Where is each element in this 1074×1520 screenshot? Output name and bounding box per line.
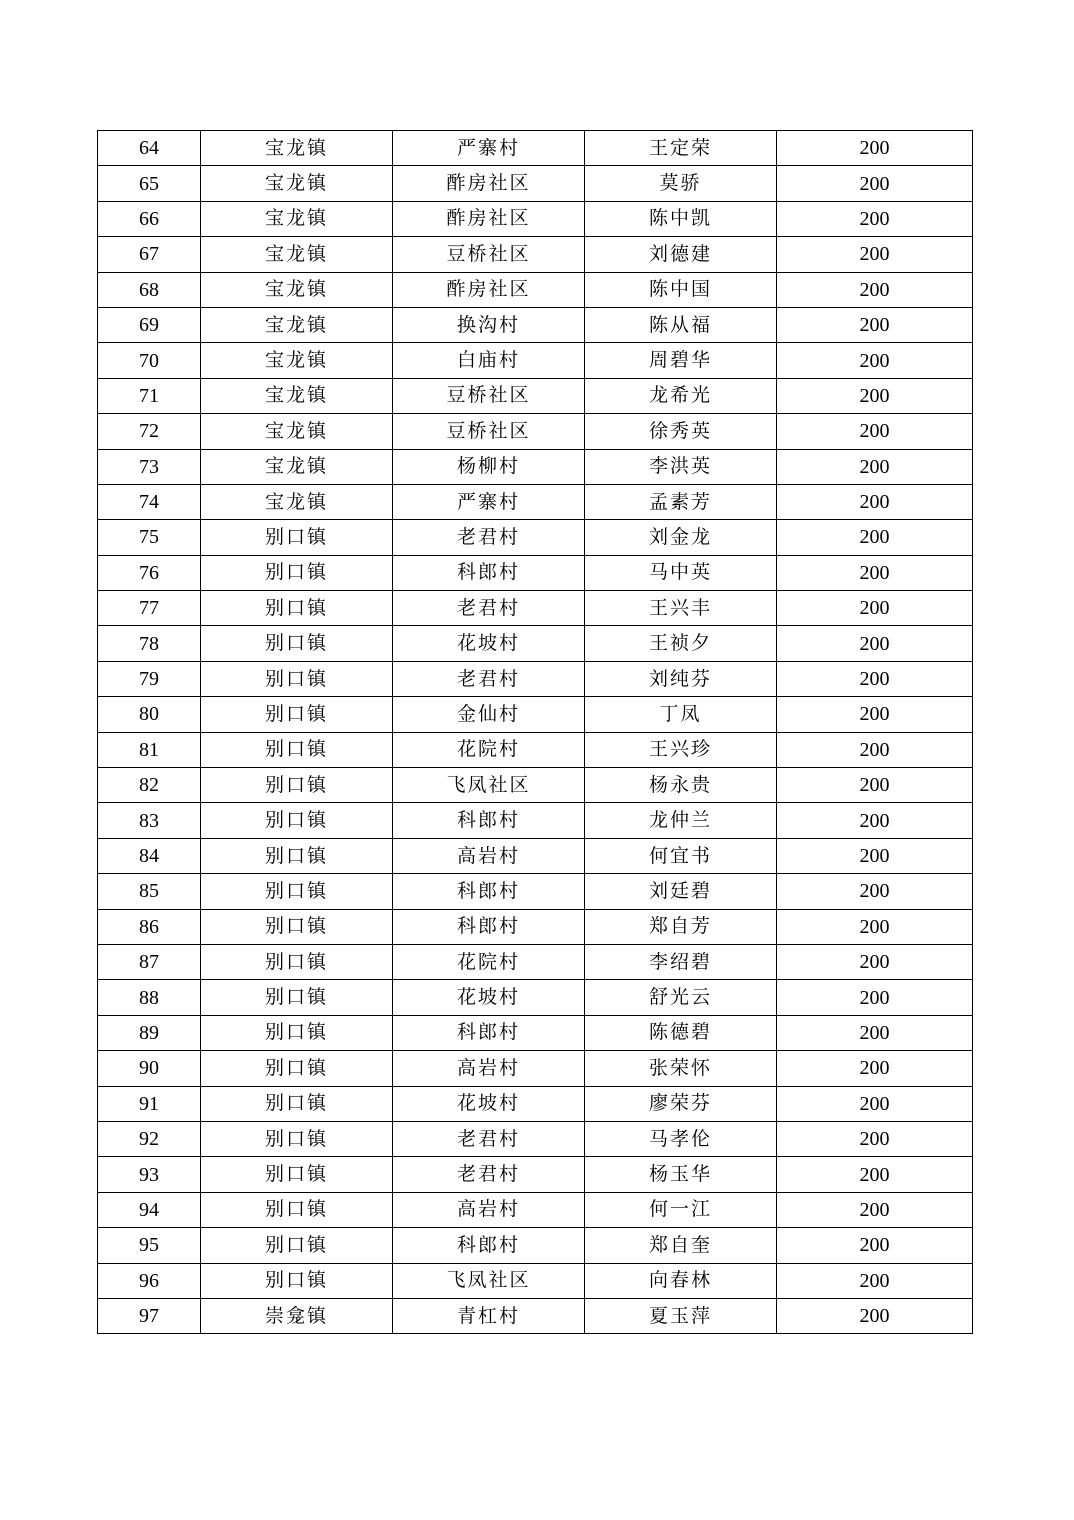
cell-serial-number: 67 <box>98 237 201 272</box>
cell-amount: 200 <box>777 768 973 803</box>
cell-amount: 200 <box>777 1157 973 1192</box>
cell-town: 宝龙镇 <box>201 343 393 378</box>
cell-village: 科郎村 <box>393 1015 585 1050</box>
table-row <box>98 378 973 413</box>
cell-town: 别口镇 <box>201 1015 393 1050</box>
table-row <box>98 1157 973 1192</box>
cell-person-name: 李绍碧 <box>585 944 777 979</box>
table-row <box>98 166 973 201</box>
table-row <box>98 201 973 236</box>
cell-village: 白庙村 <box>393 343 585 378</box>
cell-serial-number: 92 <box>98 1121 201 1156</box>
table-row <box>98 555 973 590</box>
cell-amount: 200 <box>777 874 973 909</box>
cell-village: 金仙村 <box>393 697 585 732</box>
table-row <box>98 803 973 838</box>
table-row <box>98 697 973 732</box>
cell-amount: 200 <box>777 1228 973 1263</box>
cell-serial-number: 73 <box>98 449 201 484</box>
cell-person-name: 何宜书 <box>585 838 777 873</box>
cell-serial-number: 90 <box>98 1051 201 1086</box>
cell-village: 科郎村 <box>393 555 585 590</box>
table-row <box>98 484 973 519</box>
table-row <box>98 1192 973 1227</box>
cell-amount: 200 <box>777 1086 973 1121</box>
cell-town: 宝龙镇 <box>201 484 393 519</box>
table-row <box>98 1015 973 1050</box>
table-row <box>98 343 973 378</box>
cell-person-name: 陈中凯 <box>585 201 777 236</box>
cell-town: 别口镇 <box>201 874 393 909</box>
cell-serial-number: 78 <box>98 626 201 661</box>
table-row <box>98 449 973 484</box>
cell-town: 别口镇 <box>201 909 393 944</box>
cell-serial-number: 79 <box>98 661 201 696</box>
cell-amount: 200 <box>777 1192 973 1227</box>
cell-serial-number: 70 <box>98 343 201 378</box>
cell-amount: 200 <box>777 838 973 873</box>
cell-person-name: 杨玉华 <box>585 1157 777 1192</box>
cell-amount: 200 <box>777 909 973 944</box>
cell-village: 严寨村 <box>393 131 585 166</box>
roster-table-body <box>98 131 973 1334</box>
cell-village: 高岩村 <box>393 1192 585 1227</box>
cell-town: 宝龙镇 <box>201 272 393 307</box>
cell-person-name: 杨永贵 <box>585 768 777 803</box>
cell-amount: 200 <box>777 237 973 272</box>
cell-town: 宝龙镇 <box>201 166 393 201</box>
cell-person-name: 刘金龙 <box>585 520 777 555</box>
cell-town: 宝龙镇 <box>201 449 393 484</box>
roster-table <box>97 130 973 1334</box>
cell-person-name: 陈从福 <box>585 307 777 342</box>
table-row <box>98 237 973 272</box>
cell-person-name: 刘廷碧 <box>585 874 777 909</box>
cell-serial-number: 96 <box>98 1263 201 1298</box>
table-row <box>98 1298 973 1333</box>
table-row <box>98 520 973 555</box>
cell-village: 飞凤社区 <box>393 1263 585 1298</box>
cell-serial-number: 80 <box>98 697 201 732</box>
cell-person-name: 刘纯芬 <box>585 661 777 696</box>
cell-serial-number: 97 <box>98 1298 201 1333</box>
cell-village: 豆桥社区 <box>393 378 585 413</box>
cell-town: 别口镇 <box>201 1192 393 1227</box>
cell-person-name: 王兴珍 <box>585 732 777 767</box>
cell-serial-number: 68 <box>98 272 201 307</box>
cell-village: 老君村 <box>393 1121 585 1156</box>
cell-town: 宝龙镇 <box>201 378 393 413</box>
cell-amount: 200 <box>777 1263 973 1298</box>
cell-amount: 200 <box>777 166 973 201</box>
cell-person-name: 向春林 <box>585 1263 777 1298</box>
cell-town: 别口镇 <box>201 1086 393 1121</box>
cell-serial-number: 84 <box>98 838 201 873</box>
cell-serial-number: 74 <box>98 484 201 519</box>
cell-serial-number: 82 <box>98 768 201 803</box>
cell-person-name: 丁凤 <box>585 697 777 732</box>
cell-serial-number: 95 <box>98 1228 201 1263</box>
cell-town: 别口镇 <box>201 697 393 732</box>
cell-serial-number: 66 <box>98 201 201 236</box>
cell-village: 高岩村 <box>393 1051 585 1086</box>
cell-village: 杨柳村 <box>393 449 585 484</box>
cell-serial-number: 89 <box>98 1015 201 1050</box>
cell-town: 别口镇 <box>201 838 393 873</box>
cell-amount: 200 <box>777 343 973 378</box>
table-row <box>98 307 973 342</box>
cell-village: 豆桥社区 <box>393 237 585 272</box>
table-row <box>98 1086 973 1121</box>
cell-person-name: 刘德建 <box>585 237 777 272</box>
cell-person-name: 郑自芳 <box>585 909 777 944</box>
cell-village: 青杠村 <box>393 1298 585 1333</box>
cell-serial-number: 94 <box>98 1192 201 1227</box>
cell-amount: 200 <box>777 1298 973 1333</box>
cell-village: 花坡村 <box>393 980 585 1015</box>
cell-amount: 200 <box>777 307 973 342</box>
table-row <box>98 626 973 661</box>
cell-town: 别口镇 <box>201 1263 393 1298</box>
table-row <box>98 768 973 803</box>
table-row <box>98 732 973 767</box>
cell-town: 宝龙镇 <box>201 237 393 272</box>
cell-town: 宝龙镇 <box>201 414 393 449</box>
table-row <box>98 272 973 307</box>
cell-town: 别口镇 <box>201 661 393 696</box>
cell-village: 科郎村 <box>393 909 585 944</box>
cell-serial-number: 83 <box>98 803 201 838</box>
cell-serial-number: 71 <box>98 378 201 413</box>
cell-person-name: 王兴丰 <box>585 591 777 626</box>
cell-town: 别口镇 <box>201 732 393 767</box>
cell-village: 酢房社区 <box>393 166 585 201</box>
table-row <box>98 980 973 1015</box>
cell-village: 花院村 <box>393 732 585 767</box>
cell-village: 花坡村 <box>393 1086 585 1121</box>
cell-village: 老君村 <box>393 520 585 555</box>
cell-amount: 200 <box>777 803 973 838</box>
cell-amount: 200 <box>777 1015 973 1050</box>
cell-village: 科郎村 <box>393 1228 585 1263</box>
cell-serial-number: 76 <box>98 555 201 590</box>
cell-town: 别口镇 <box>201 1228 393 1263</box>
cell-town: 别口镇 <box>201 1157 393 1192</box>
cell-amount: 200 <box>777 980 973 1015</box>
cell-amount: 200 <box>777 272 973 307</box>
cell-town: 别口镇 <box>201 768 393 803</box>
cell-village: 科郎村 <box>393 874 585 909</box>
cell-person-name: 陈德碧 <box>585 1015 777 1050</box>
cell-person-name: 张荣怀 <box>585 1051 777 1086</box>
cell-town: 别口镇 <box>201 591 393 626</box>
cell-village: 科郎村 <box>393 803 585 838</box>
cell-person-name: 夏玉萍 <box>585 1298 777 1333</box>
cell-person-name: 舒光云 <box>585 980 777 1015</box>
cell-village: 换沟村 <box>393 307 585 342</box>
cell-amount: 200 <box>777 414 973 449</box>
table-row <box>98 1121 973 1156</box>
cell-amount: 200 <box>777 484 973 519</box>
cell-serial-number: 65 <box>98 166 201 201</box>
cell-village: 飞凤社区 <box>393 768 585 803</box>
table-row <box>98 838 973 873</box>
cell-amount: 200 <box>777 1051 973 1086</box>
table-row <box>98 414 973 449</box>
cell-village: 花坡村 <box>393 626 585 661</box>
cell-village: 老君村 <box>393 591 585 626</box>
cell-person-name: 李洪英 <box>585 449 777 484</box>
cell-village: 老君村 <box>393 661 585 696</box>
cell-town: 宝龙镇 <box>201 201 393 236</box>
cell-village: 严寨村 <box>393 484 585 519</box>
cell-person-name: 孟素芳 <box>585 484 777 519</box>
cell-person-name: 郑自奎 <box>585 1228 777 1263</box>
cell-person-name: 莫骄 <box>585 166 777 201</box>
table-row <box>98 874 973 909</box>
cell-person-name: 徐秀英 <box>585 414 777 449</box>
cell-amount: 200 <box>777 378 973 413</box>
cell-amount: 200 <box>777 944 973 979</box>
cell-serial-number: 72 <box>98 414 201 449</box>
cell-person-name: 龙希光 <box>585 378 777 413</box>
cell-amount: 200 <box>777 201 973 236</box>
cell-town: 别口镇 <box>201 520 393 555</box>
table-row <box>98 1263 973 1298</box>
cell-town: 宝龙镇 <box>201 131 393 166</box>
cell-person-name: 马中英 <box>585 555 777 590</box>
cell-serial-number: 77 <box>98 591 201 626</box>
cell-amount: 200 <box>777 661 973 696</box>
cell-person-name: 何一江 <box>585 1192 777 1227</box>
cell-village: 老君村 <box>393 1157 585 1192</box>
cell-person-name: 龙仲兰 <box>585 803 777 838</box>
cell-person-name: 王定荣 <box>585 131 777 166</box>
cell-person-name: 廖荣芬 <box>585 1086 777 1121</box>
cell-serial-number: 88 <box>98 980 201 1015</box>
cell-serial-number: 91 <box>98 1086 201 1121</box>
table-row <box>98 1228 973 1263</box>
cell-town: 别口镇 <box>201 1051 393 1086</box>
cell-person-name: 王祯夕 <box>585 626 777 661</box>
cell-amount: 200 <box>777 626 973 661</box>
cell-town: 别口镇 <box>201 1121 393 1156</box>
table-row <box>98 661 973 696</box>
cell-serial-number: 86 <box>98 909 201 944</box>
cell-serial-number: 85 <box>98 874 201 909</box>
table-row <box>98 591 973 626</box>
cell-amount: 200 <box>777 732 973 767</box>
cell-person-name: 陈中国 <box>585 272 777 307</box>
cell-village: 花院村 <box>393 944 585 979</box>
cell-town: 别口镇 <box>201 803 393 838</box>
cell-village: 酢房社区 <box>393 272 585 307</box>
cell-person-name: 周碧华 <box>585 343 777 378</box>
cell-amount: 200 <box>777 131 973 166</box>
cell-village: 豆桥社区 <box>393 414 585 449</box>
cell-serial-number: 75 <box>98 520 201 555</box>
cell-serial-number: 93 <box>98 1157 201 1192</box>
cell-amount: 200 <box>777 520 973 555</box>
cell-town: 别口镇 <box>201 980 393 1015</box>
cell-town: 别口镇 <box>201 626 393 661</box>
cell-town: 崇龛镇 <box>201 1298 393 1333</box>
table-row <box>98 944 973 979</box>
cell-village: 酢房社区 <box>393 201 585 236</box>
cell-serial-number: 69 <box>98 307 201 342</box>
cell-town: 别口镇 <box>201 944 393 979</box>
cell-town: 别口镇 <box>201 555 393 590</box>
cell-amount: 200 <box>777 555 973 590</box>
cell-serial-number: 87 <box>98 944 201 979</box>
cell-town: 宝龙镇 <box>201 307 393 342</box>
cell-amount: 200 <box>777 697 973 732</box>
table-row <box>98 131 973 166</box>
cell-serial-number: 64 <box>98 131 201 166</box>
cell-amount: 200 <box>777 449 973 484</box>
cell-amount: 200 <box>777 591 973 626</box>
cell-amount: 200 <box>777 1121 973 1156</box>
table-row <box>98 1051 973 1086</box>
cell-serial-number: 81 <box>98 732 201 767</box>
table-row <box>98 909 973 944</box>
cell-person-name: 马孝伦 <box>585 1121 777 1156</box>
cell-village: 高岩村 <box>393 838 585 873</box>
